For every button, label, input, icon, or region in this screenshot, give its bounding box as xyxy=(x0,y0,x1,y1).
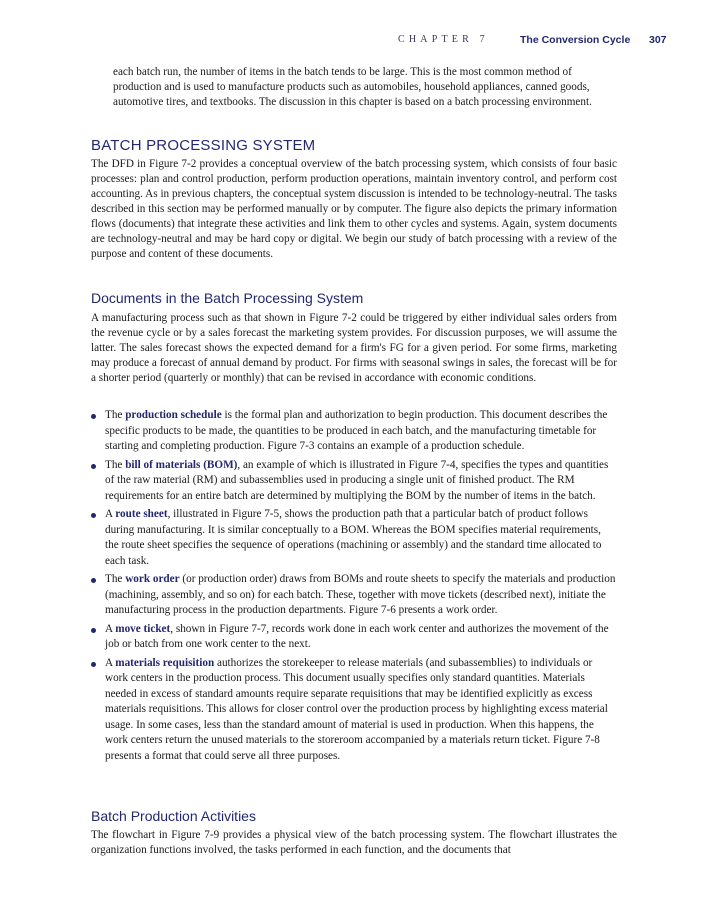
section-heading-batch-processing: BATCH PROCESSING SYSTEM xyxy=(91,137,316,154)
document-bullet-list xyxy=(91,408,617,767)
section-heading-batch-production: Batch Production Activities xyxy=(91,808,256,824)
bullet-icon xyxy=(91,464,96,469)
bullet-icon xyxy=(91,578,96,583)
bullet-icon xyxy=(91,513,96,518)
list-item-move-ticket: A move ticket, shown in Figure 7-7, records work done in each work center and authorizes the movement of the job or batch from one work center to the next. xyxy=(91,622,617,653)
list-item-materials-requisition: A materials requisition authorizes the storekeeper to release materials (and subassemblies) to individuals or work centers in the production process. This document usually specifies only standard quantities. Materials needed in excess of standard amounts require separate requisitions that may be identified explicitly as excess materials requisitions. This allows for closer control over the production process by highlighting excess material usage. In some cases, less than the standard amount of material is used in production. When this happens, the work centers return the unused materials to the storeroom accompanied by a materials return ticket. Figure 7-8 presents a format that could serve all three purposes. xyxy=(91,656,617,765)
term-bill-of-materials: bill of materials (BOM) xyxy=(125,458,238,471)
bullet-icon xyxy=(91,662,96,667)
term-work-order: work order xyxy=(125,573,180,585)
page-number: 307 xyxy=(649,34,667,46)
section-heading-documents: Documents in the Batch Processing System xyxy=(91,290,364,306)
chapter-title: The Conversion Cycle xyxy=(520,34,631,46)
bullet-icon xyxy=(91,628,96,633)
batch-production-paragraph: The flowchart in Figure 7-9 provides a physical view of the batch processing system. The flowchart illustrates the organization functions involved, the tasks performed in each function, and the documents that xyxy=(91,829,617,856)
term-production-schedule: production schedule xyxy=(125,409,222,421)
running-header xyxy=(0,34,719,50)
chapter-label: CHAPTER 7 xyxy=(398,34,489,45)
list-item-work-order: The work order (or production order) draws from BOMs and route sheets to specify the materials and production (machining, assembly, and so on) for each batch. These, together with move tickets (described next), initiate the manufacturing process in the production departments. Figure 7-6 presents a work order. xyxy=(91,572,617,619)
list-item-bill-of-materials: The bill of materials (BOM), an example of which is illustrated in Figure 7-4, specifies the types and quantities of the raw material (RM) and subassemblies used in producing a single unit of finished product. The RM requirements for an entire batch are determined by multiplying the BOM by the number of items in the batch. xyxy=(91,458,617,505)
bullet-icon xyxy=(91,414,96,419)
list-item-production-schedule: The production schedule is the formal plan and authorization to begin production. This document describes the specific products to be made, the quantities to be produced in each batch, and the manufacturing timetable for starting and completing production. Figure 7-3 contains an example of a production schedule. xyxy=(91,408,617,455)
intro-paragraph: each batch run, the number of items in the batch tends to be large. This is the most common method of production and is used to manufacture products such as automobiles, household appliances, canned goods, automotive tires, and textbooks. The discussion in this chapter is based on a batch processing environment. xyxy=(113,66,592,108)
list-item-route-sheet: A route sheet, illustrated in Figure 7-5, shows the production path that a particular batch of product follows during manufacturing. It is similar conceptually to a BOM. Whereas the BOM specifies material requirements, the route sheet specifies the sequence of operations (machining or assembly) and the standard time allocated to each task. xyxy=(91,507,617,569)
term-materials-requisition: materials requisition xyxy=(115,656,215,669)
batch-processing-paragraph: The DFD in Figure 7-2 provides a conceptual overview of the batch processing system, which consists of four basic processes: plan and control production, perform production operations, maintain inventory control, and perform cost accounting. As in previous chapters, the conceptual system discussion is intended to be technology-neutral. The tasks described in this section may be performed manually or by computer. The figure also depicts the primary information flows (documents) that integrate these activities and link them to other cycles and systems. Again, system documents are technology-neutral and may be hard copy or digital. We begin our study of batch processing with a review of the purpose and content of these documents. xyxy=(91,158,617,260)
term-route-sheet: route sheet xyxy=(115,508,168,520)
term-move-ticket: move ticket xyxy=(115,622,171,635)
documents-paragraph: A manufacturing process such as that shown in Figure 7-2 could be triggered by either individual sales orders from the revenue cycle or by a sales forecast the marketing system provides. For discussion purposes, we will assume the latter. The sales forecast shows the expected demand for a firm's FG for a given period. For some firms, marketing may produce a forecast of annual demand by product. For firms with seasonal swings in sales, the forecast will be for a shorter period (quarterly or monthly) that can be revised in accordance with economic conditions. xyxy=(91,312,617,384)
